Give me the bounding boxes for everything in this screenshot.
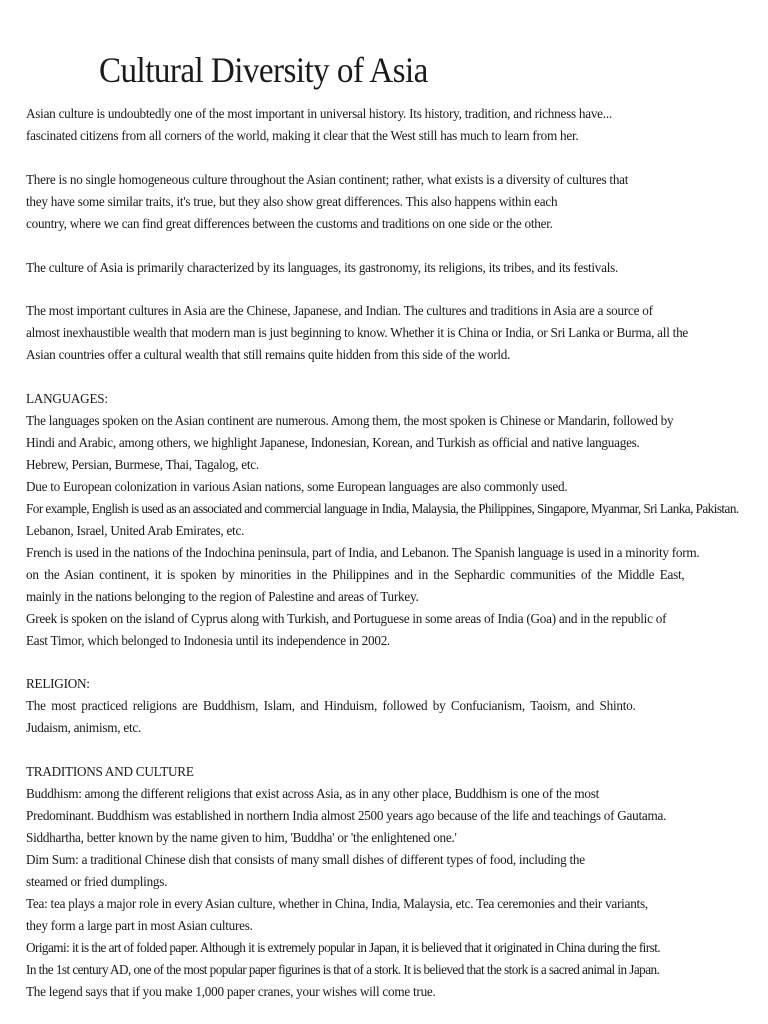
text-line: Greek is spoken on the island of Cyprus along with Turkish, and Portuguese in some areas of India (Goa) and in the republic of: [26, 610, 667, 626]
text-line: Lebanon, Israel, United Arab Emirates, etc.: [26, 522, 245, 538]
text-line: The languages spoken on the Asian continent are numerous. Among them, the most spoken is Chinese or Mandarin, followed by: [26, 413, 674, 429]
text-line: mainly in the nations belonging to the region of Palestine and areas of Turkey.: [26, 588, 419, 604]
text-line: fascinated citizens from all corners of the world, making it clear that the West still has much to learn from her.: [26, 127, 579, 143]
text-line: The most practiced religions are Buddhism, Islam, and Hinduism, followed by Confucianism, Taoism, and Shinto.: [26, 698, 636, 714]
text-line: Asian culture is undoubtedly one of the most important in universal history. Its history, tradition, and richness have...: [26, 106, 612, 121]
paragraph-break: [26, 366, 766, 388]
text-line: Predominant. Buddhism was established in northern India almost 2500 years ago because of the life and teachings of Gautama.: [26, 808, 667, 823]
text-line: Buddhism: among the different religions that exist across Asia, as in any other place, Buddhism is one of the most: [26, 786, 600, 802]
section-heading-traditions: TRADITIONS AND CULTURE: [26, 764, 194, 780]
text-line: Judaism, animism, etc.: [26, 720, 142, 736]
text-line: There is no single homogeneous culture throughout the Asian continent; rather, what exists is a diversity of cultures that: [26, 171, 629, 187]
text-line: on the Asian continent, it is spoken by minorities in the Philippines and in the Sephardic communities of the Middle East,: [26, 566, 685, 582]
section-heading-religion: RELIGION:: [26, 676, 90, 692]
text-line: East Timor, which belonged to Indonesia until its independence in 2002.: [26, 632, 391, 648]
text-line: they have some similar traits, it's true, but they also show great differences. This also happens within each: [26, 193, 558, 209]
paragraph-break: [26, 279, 766, 301]
text-line: Dim Sum: a traditional Chinese dish that consists of many small dishes of different types of food, including the: [26, 851, 585, 867]
paragraph-break: [26, 651, 766, 673]
text-line: French is used in the nations of the Indochina peninsula, part of India, and Lebanon. The Spanish language is used in a minority form.: [26, 544, 700, 560]
document-body: [26, 103, 766, 1002]
text-line: Due to European colonization in various Asian nations, some European languages are also commonly used.: [26, 478, 568, 494]
text-line: Asian countries offer a cultural wealth that still remains quite hidden from this side of the world.: [26, 347, 511, 363]
paragraph-break: [26, 739, 766, 761]
text-line: country, where we can find great differences between the customs and traditions on one side or the other.: [26, 215, 553, 231]
paragraph-break: [26, 235, 766, 257]
text-line: In the 1st century AD, one of the most popular paper figurines is that of a stork. It is believed that the stork is a sacred animal in Japan.: [26, 961, 660, 977]
text-line: The legend says that if you make 1,000 paper cranes, your wishes will come true.: [26, 983, 436, 999]
text-line: For example, English is used as an associated and commercial language in India, Malaysia, the Philippines, Singapore, Myanmar, Sri Lanka, Pakistan.: [26, 500, 739, 516]
section-heading-languages: LANGUAGES:: [26, 391, 108, 407]
text-line: Hindi and Arabic, among others, we highlight Japanese, Indonesian, Korean, and Turkish as official and native languages.: [26, 435, 640, 451]
paragraph-break: [26, 147, 766, 169]
text-line: Hebrew, Persian, Burmese, Thai, Tagalog, etc.: [26, 457, 259, 472]
text-line: almost inexhaustible wealth that modern man is just beginning to know. Whether it is China or India, or Sri Lanka or Burma, all the: [26, 325, 689, 341]
text-line: Tea: tea plays a major role in every Asian culture, whether in China, India, Malaysia, etc. Tea ceremonies and their variants,: [26, 895, 648, 911]
text-line: The culture of Asia is primarily characterized by its languages, its gastronomy, its religions, its tribes, and its festivals.: [26, 259, 619, 275]
text-line: The most important cultures in Asia are the Chinese, Japanese, and Indian. The cultures and traditions in Asia are a source of: [26, 303, 653, 319]
text-line: steamed or fried dumplings.: [26, 873, 168, 889]
text-line: Origami: it is the art of folded paper. Although it is extremely popular in Japan, it is believed that it originated in China during the first.: [26, 939, 661, 955]
document-title: Cultural Diversity of Asia: [99, 50, 428, 90]
text-line: Siddhartha, better known by the name given to him, 'Buddha' or 'the enlightened one.': [26, 829, 457, 845]
text-line: they form a large part in most Asian cultures.: [26, 917, 253, 933]
